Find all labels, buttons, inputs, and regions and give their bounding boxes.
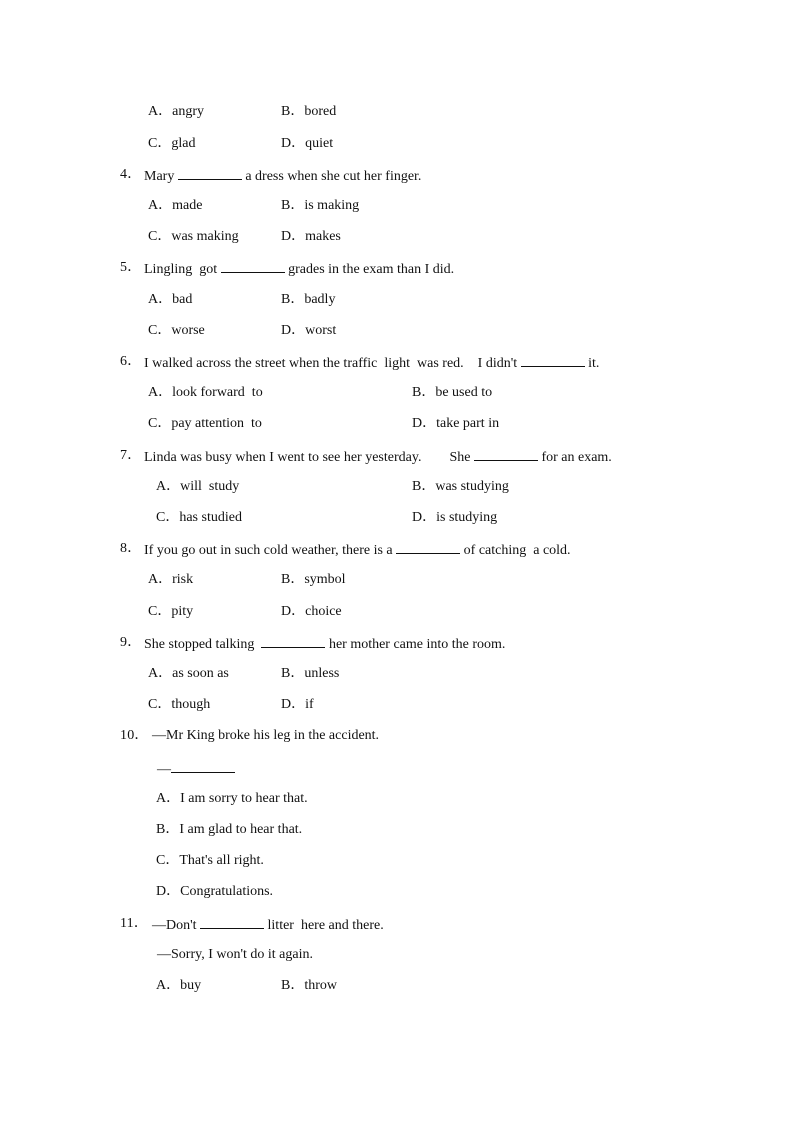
question-text: [144, 258, 454, 280]
option-row: [0, 134, 334, 154]
option-a: A．look forward to: [148, 385, 263, 400]
question-text-pre: —Don't: [152, 918, 201, 933]
answer-blank: [171, 758, 235, 773]
question-text: [152, 914, 384, 936]
option-b: B．throw: [281, 978, 337, 993]
question-text: —Mr King broke his leg in the accident.: [152, 728, 380, 743]
question-10: [0, 726, 380, 746]
question-text-post: for an exam.: [537, 450, 612, 465]
answer-blank: [261, 633, 325, 648]
answer-blank: [521, 352, 585, 367]
option-row: [0, 882, 274, 902]
question-text-post: litter here and there.: [264, 918, 384, 933]
option-row: [0, 602, 342, 622]
option-row: [0, 321, 337, 341]
option-b: B．bored: [281, 104, 337, 119]
answer-blank: [200, 914, 264, 929]
option-c: C．pay attention to: [148, 416, 262, 431]
option-c: C．though: [148, 697, 211, 712]
option-d: D．Congratulations.: [156, 884, 274, 899]
option-row: [0, 383, 493, 403]
response-line: [0, 758, 171, 778]
option-row: [0, 196, 360, 216]
response-line: [0, 945, 313, 965]
question-5: [0, 258, 455, 278]
question-8: [0, 539, 571, 559]
option-c: C．pity: [148, 604, 194, 619]
question-text: [144, 165, 421, 187]
option-a: A．risk: [148, 572, 194, 587]
option-row: [0, 820, 303, 840]
option-c: C．That's all right.: [156, 853, 264, 868]
question-text-pre: I walked across the street when the traffic light was red. I didn't: [144, 356, 521, 371]
question-text-pre: Lingling got: [144, 262, 221, 277]
option-row: [0, 508, 498, 528]
option-d: D．worst: [281, 323, 337, 338]
option-c: C．worse: [148, 323, 205, 338]
option-b: B．unless: [281, 666, 340, 681]
question-text-post: it.: [584, 356, 600, 371]
question-text-post: a dress when she cut her finger.: [241, 169, 422, 184]
option-row: [0, 570, 346, 590]
question-11: [0, 914, 384, 934]
response-dash: —: [157, 762, 171, 777]
question-9: [0, 633, 506, 653]
option-b: B．badly: [281, 292, 336, 307]
question-text-post: of catching a cold.: [460, 543, 571, 558]
question-text-pre: If you go out in such cold weather, there is a: [144, 543, 397, 558]
option-a: A．I am sorry to hear that.: [156, 791, 308, 806]
question-7: [0, 446, 612, 466]
question-text-post: her mother came into the room.: [325, 637, 506, 652]
question-text-post: grades in the exam than I did.: [284, 262, 455, 277]
answer-blank: [178, 165, 242, 180]
option-c: C．was making: [148, 229, 239, 244]
question-number: 10．: [120, 728, 149, 743]
option-a: A．made: [148, 198, 203, 213]
option-d: D．quiet: [281, 136, 334, 151]
option-row: [0, 477, 509, 497]
option-b: B．be used to: [412, 385, 493, 400]
option-d: D．choice: [281, 604, 342, 619]
question-text: [144, 446, 612, 468]
option-d: D．makes: [281, 229, 341, 244]
option-a: A．bad: [148, 292, 193, 307]
question-6: [0, 352, 600, 372]
option-row: [0, 851, 264, 871]
question-number: 9．: [120, 635, 142, 650]
option-b: B．is making: [281, 198, 360, 213]
question-4: [0, 165, 422, 185]
option-d: D．if: [281, 697, 314, 712]
question-number: 7．: [120, 448, 142, 463]
question-number: 8．: [120, 541, 142, 556]
option-c: C．has studied: [156, 510, 242, 525]
option-b: B．symbol: [281, 572, 346, 587]
answer-blank: [396, 539, 460, 554]
option-d: D．take part in: [412, 416, 500, 431]
option-row: [0, 664, 340, 684]
question-number: 11．: [120, 916, 149, 931]
response-text: [157, 758, 235, 780]
question-text: [144, 539, 571, 561]
option-row: [0, 102, 337, 122]
option-c: C．glad: [148, 136, 196, 151]
option-a: A．will study: [156, 479, 240, 494]
option-row: [0, 414, 500, 434]
option-a: A．angry: [148, 104, 204, 119]
option-b: B．was studying: [412, 479, 509, 494]
question-text-pre: She stopped talking: [144, 637, 262, 652]
option-d: D．is studying: [412, 510, 498, 525]
question-number: 5．: [120, 260, 142, 275]
question-text: [144, 352, 599, 374]
question-number: 4．: [120, 167, 142, 182]
option-b: B．I am glad to hear that.: [156, 822, 303, 837]
option-a: A．as soon as: [148, 666, 229, 681]
answer-blank: [474, 446, 538, 461]
option-row: [0, 290, 336, 310]
response-text: —Sorry, I won't do it again.: [157, 947, 313, 962]
option-row: [0, 789, 308, 809]
option-row: [0, 976, 337, 996]
question-text-pre: Linda was busy when I went to see her yesterday. She: [144, 450, 474, 465]
option-row: [0, 695, 314, 715]
option-row: [0, 227, 341, 247]
question-text-pre: Mary: [144, 169, 178, 184]
answer-blank: [221, 258, 285, 273]
question-text: [144, 633, 505, 655]
option-a: A．buy: [156, 978, 202, 993]
question-number: 6．: [120, 354, 142, 369]
